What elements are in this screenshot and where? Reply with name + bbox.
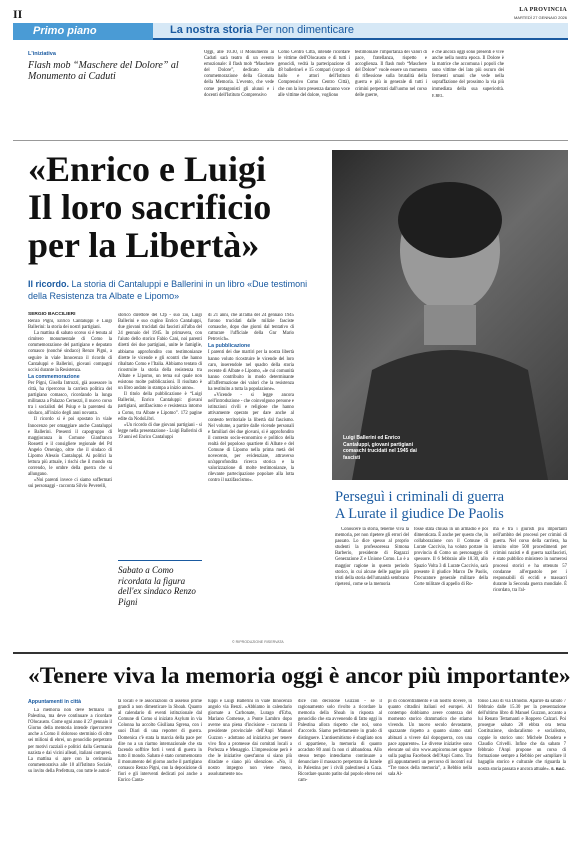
bottom-col-5: pi di concentramento è un nostro dovere, in quanto cittadini italiani ed europei. Al contempo dobbiamo avere contezza del momento storico drammatico che stiamo vivendo. Un nuovo secolo devastante, spazzante rispetto a quanto siamo stati abituati a vivere dal dopoguerra, con una pace apparente». Le diverse iniziative sono elencate sul sito www.anpicomo.net oppure sulla pagina Facebook dell'Anpi Como. Tra gli appuntamenti un percorso di incontri sul “Tre tonos della memoria”, a Rebbio nella sala Al- (388, 699, 472, 778)
side-col-2: fosse stata chiusa in un armadio e poi dimenticata. È anche per questo che, in collaborazione con il Comune di Lurate Caccivio, ha voluto portare in provincia di Como un personaggio di spessore. Il 6 febbraio alle 18.30, allo Spazio Volta 3 di Lurate Caccivio, sarà presente il giudice Marco De Paolis, Procuratore generale militare della Corte militare di appello di Ro- (414, 527, 488, 587)
main-col-1-p2: La mattina di sabato scorso si è tenuta al cimitero monumentale di Como la commemorazione del partigiano e deputato comasco (nonché sindaco) Renzo Pigni, a seguire in viale Innocenzo il ricordo di Cantaluppi e Ballerini, giovani compagni uccisi durante la Resistenza. (28, 331, 112, 373)
bottom-kicker: Appuntamenti in città (28, 699, 82, 705)
main-col-1-p4: Il ricordo si è poi spostato in viale Innocenzo per omaggiare anche Cantaluppi e Ballerini. Presenti il capogruppo di maggioranza in Comune Gianfranco Rossetti e il consigliere regionale del Pd Angelo Orsenigo, oltre che il sindaco di Lipomo Alessio Cantaluppi. Ai politici la lettura più attuale, i rischi che il mondo sta correndo, le ombre della guerra che si allungano. (28, 417, 112, 478)
bottom-col-4: dice con decisione Guzzon - se il ragionamento solo rivolto a ricordare la memoria della Shoah in risposta al genocidio che sta avvenendo di fatto oggi in Palestina allora rispetto che noi, sono d'accordo. Siamo perfettamente in grado di distinguere. L'antisemitismo è sbagliato non ci appartiene, la memoria di quanto accaduto 80 anni fa non ci abbandona. Allo stesso tempo intendiamo continuare a denunciare il massacro perpetrato da Israele in Palestina per i civili palestinesi a Gaza. Ricordare quanto patito dal popolo ebreo nei cam- (298, 699, 382, 784)
side-headline (335, 489, 570, 523)
main-col-3-p2: I parenti dei due martiri per la nostra libertà hanno voluto ricostruire le vicende del loro caro, inserendole nel quadro della storia recente di Albate e Lipomo, «le cui comunità hanno contribuito in modo determinante all'affermazione dei valori che la resistenza ha restituito a tutta la popolazione». (208, 350, 294, 393)
portrait-silhouette (332, 150, 568, 480)
main-col-3-p1: di 21 anni, che all'alba del 24 gennaio 1945 furono trucidati dalle milizie fasciste comasche, dopo due giorni dal tentativo di catturare l'ufficiale della Gnr Mario Petrovich». (208, 313, 294, 343)
side-headline-line-1: Perseguì i criminali di guerra (335, 489, 505, 505)
main-col-3-subhead: La pubblicazione (208, 343, 251, 350)
issue-date: MARTEDÌ 27 GENNAIO 2026 (513, 15, 567, 20)
side-headline-line-2: A Lurate il giudice De Paolis (335, 506, 504, 522)
main-col-1-p3: Per Pigni, Gisella Introzzi, già assessore in città, ha ripercorso la carriera politica del partigiano comasco, ricordando la lunga militanza a Palazzo Cernezzi, il nuovo corso tra i socialisti del Psiup e la parentesi da sindaco, all'inizio degli anni novanta. (28, 380, 112, 417)
byline: SERGIO BACCILIERI (28, 312, 76, 317)
main-col-3-p3: «Vicende - si legge ancora nell'introduzione - che coinvolgono persone e istituzioni civili e religiose che hanno attivamente operato per dare anche al contesto territoriale la libertà dal fascismo. Nel volume, a partire dalle vicende personali e familiari dei due giovani, si è approfondito il contesto socio-economico e politico della realtà del popoloso quartiere di Albate e del Comune di Lipomo nella prima metà del novecento, per evidenziare, attraverso un'approfondita ricerca storica e la valorizzazione di molte testimonianze, la rilevante partecipazione popolare alla lotta contro il nazifascismo». (208, 393, 294, 484)
initiative-kicker: L'iniziativa (28, 51, 56, 57)
initiative-signature: E.BEL. (432, 92, 444, 98)
main-deck (28, 278, 328, 302)
side-col-3: ma e tra i giuristi più importanti nell'ambito dei processi per crimini di guerra. Nel corso della carriera, ha istruito oltre 500 procedimenti per crimini nazisti e di guerra nazifascisti, è stato pubblico ministero in numerosi processi storici e ha ottenuto 57 condanne all'ergastolo per i responsabili di eccidi e massacri durante la Seconda guerra mondiale. È ricordato, tra l'al- (493, 527, 567, 593)
bottom-col-6-text: fonso Lissi di via Dinodio. Aparire da sabato 7 febbraio dalle 15.30 per la presentazione dell'ultimo libro di Manuel Guzzon, accanto a lui Renato Tettamanti e Roppero Calzari. Poi prosegue sabato 28 ebbra ora tema Costituzione, sindacalismo e socialismo, coppie lo storico uno: Michele Dondera e Claudio Crivelli. Infine che da sabato 7 febbraio l'Anpi propone un corso di formazione sempre a Rebbio per «ampliare il bagaglio storico e culturale che riguarda la nostra storia passata e ancora attuale». (478, 699, 566, 773)
partisan-photo (332, 150, 568, 480)
main-headline-line-1: «Enrico e Luigi (28, 149, 267, 189)
main-headline-line-3: per la Libertà» (28, 225, 260, 265)
bottom-col-6 (478, 699, 566, 838)
main-col-1-p5: «Noi parenti invece ci siamo soffermati sui personaggi - racconta Silvio Peverelli, (28, 478, 112, 490)
main-headline-line-2: Il loro sacrificio (28, 187, 272, 227)
page-number: II (13, 7, 23, 21)
main-col-1 (28, 319, 112, 639)
main-col-1-p1: Renzo Pigni, Enrico Cantaluppi e Luigi Ballerini: la storia dei nostri partigiani. (28, 319, 112, 331)
main-col-2-p3: «Un ricordo di due giovani partigiani - si legge nella presentazione - Luigi Ballerini di 19 anni ed Enrico Cantaluppi (118, 422, 202, 440)
main-col-1-subhead: La commemorazione (28, 373, 80, 380)
main-deck-text: La storia di Cantaluppi e Ballerini in un libro «Due testimoni della Resistenza tra Albate e Lipomo» (28, 279, 308, 301)
initiative-col-4 (432, 50, 504, 130)
main-col-3 (208, 313, 294, 638)
photo-caption: Luigi Ballerini ed Enrico Cantaluppi, giovani partigiani comaschi trucidati nel 1945 dai fascisti (343, 435, 417, 461)
bottom-col-2: tà locali e le associazioni di assenso prime grandi a non dimenticare la Shoah. Quanto al calendario di eventi istituzionale dal Comune di Como si iniziato Asylum in via Colonna ha accolto Gisiliana Sgrena, con i suoi Diari di una reporter di guerra. Domenica c'è stata la marcia della pace per dire no a un riarmo internazionale che sta facendo soffrire forti i venti di guerra in tutto il mondo. Sabato è stato commemorato il monumento del giorno anche il partigiano comasco Renzo Pigni, con la deposizione di fiori e gli interventi dedicati poi anche a Enrico Canta- (118, 699, 202, 784)
bottom-headline: «Tenere viva la memoria oggi è ancor più importante» (28, 663, 571, 689)
bottom-col-1: La memoria non deve fermarsi in Palestina, ma deve continuare a ricordare l'Olocausto. Come ogni anno il 27 gennaio il Giorno della memoria intende ripercorrere anche a Como il doloroso sterminio di oltre sei milioni di ebrei, un genocidio perpetrato per motivi razziali e politici dalla Germania nazista e dai vicini alleati, italiani compresi. La mattina si apre con la cerimonia commemorativa alle 10 all'Istituto Sociale, su invito della Prefettura, con tutte le autori- (28, 708, 112, 774)
section-title-bold: La nostra storia (170, 24, 253, 36)
section-label: Primo piano (13, 23, 153, 40)
initiative-col-3: testimoniare l'importanza dei valori di pace, fratellanza, rispetto e accoglienza. Il flash mob “Maschere del Dolore” vuole essere un momento di riflessione sulla brutalità della guerra e più in generale di tutti i crimini perpetrati dall'uomo nel corso delle guerre, (355, 50, 427, 98)
pull-quote: Sabato a Como ricordata la figura dell'ex sindaco Renzo Pigni (118, 560, 202, 607)
main-col-2-p1: storico direttore del Cfp - suo zio, Luigi Ballerini e suo cugino Enrico Cantaluppi, due giovani trucidati dai fascisti all'alba del 24 gennaio del 1945. In primavera, con l'aiuto dello storico Fabio Cani, noi parenti diretti dei due partigiani, unite le famiglie, abbiamo approfondito con testimonianze dirette le vicende e gli scontri che hanno ribaltato Como e l'Italia. Abbiamo tentato di ricostruire la storia della resistenza tra Albate e Lipomo, un tema sul quale non esistono molte pubblicazioni. Il risultato è un libro andato in stampa a inizio anno». (118, 313, 202, 392)
bottom-signature: S. BAC. (551, 766, 566, 772)
main-col-2 (118, 313, 202, 553)
bottom-divider (13, 652, 568, 654)
main-deck-bold: Il ricordo. (28, 279, 70, 289)
initiative-divider (13, 140, 568, 141)
section-title (170, 24, 354, 36)
main-col-2-p2: Il titolo della pubblicazione è “Luigi Ballerini, Enrico Cantaluppi: giovani partigiani, antifascismo e resistenza intorno a Como, tra Albate e Lipomo”. 172 pagine edite da NodoLibri. (118, 392, 202, 422)
copyright: © RIPRODUZIONE RISERVATA (232, 640, 284, 644)
bottom-col-3: luppi e Luigi Ballerini in viale Innocenzo angolo via Benzi. «Abbiamo in calendario giornate a Carbonate, Lurago d'Erba, Mariano Comense, a Ponte Lambro dopo averne una piena d'incisione - racconta il presidente provinciale dell'Anpi Manuel Guzzon - adottano ad iniziativa per tenere vivo fino a promesse dai comitati locali a Porlezza e Menaggio. L'impressione però è che le iniziative quest'anno si siano più diradate e siano più silenziose. «No, il nostro impegno non viene meno, assolutamente no» (208, 699, 292, 778)
initiative-col-1: Oggi, alle 10.30, il Monumento ai Caduti sarà teatro di un evento emozionale: il flash mob “Maschere del Dolore”, dedicato alla commemorazione della Giornata della Memoria. L'evento, che vede come protagonisti gli alunni e i docenti dell'Istituto Comprensivo (204, 50, 274, 98)
section-title-light: Per non dimenticare (255, 24, 355, 36)
initiative-col-4-text: e che ancora oggi sono presenti e vive anche nella nostra epoca. Il Dolore è la matrice che accomuna i popoli che sono vittime dei lato più oscuro dei fermenti umani che vede nella sopraffazione del prossimo la via più immediata della sua superiorità. (432, 50, 504, 92)
masthead: LA PROVINCIA (519, 7, 567, 13)
main-headline (28, 150, 318, 264)
initiative-col-2: Como Centro Città, intende ricordare le vittime dell'Olocausto e di tutti i genocidi, vedrà la partecipazione di 48 ballerine/i e 15 compari (corpo di ballo e attori dell'Istituto Comprensivo Como Centro Città), che con la loro presenza daranno voce alle vittime del dolore, vogliono (278, 50, 350, 98)
side-col-1: Conoscere la storia, tenerne viva la memoria, per non ripetere gli errori del passato. Lo dice spesso al proprio studenti la professoressa Simona Barberio, presidente di Ragazzi Generazione Z e Unione Como. Lo è a maggior ragione in questo periodo storico, in cui alcune delle pagine più tristi della storia dell'umanità sembrano ripetersi, come se la memoria (335, 527, 409, 587)
initiative-headline: Flash mob “Maschere del Dolore” al Monumento ai Caduti (28, 60, 179, 82)
